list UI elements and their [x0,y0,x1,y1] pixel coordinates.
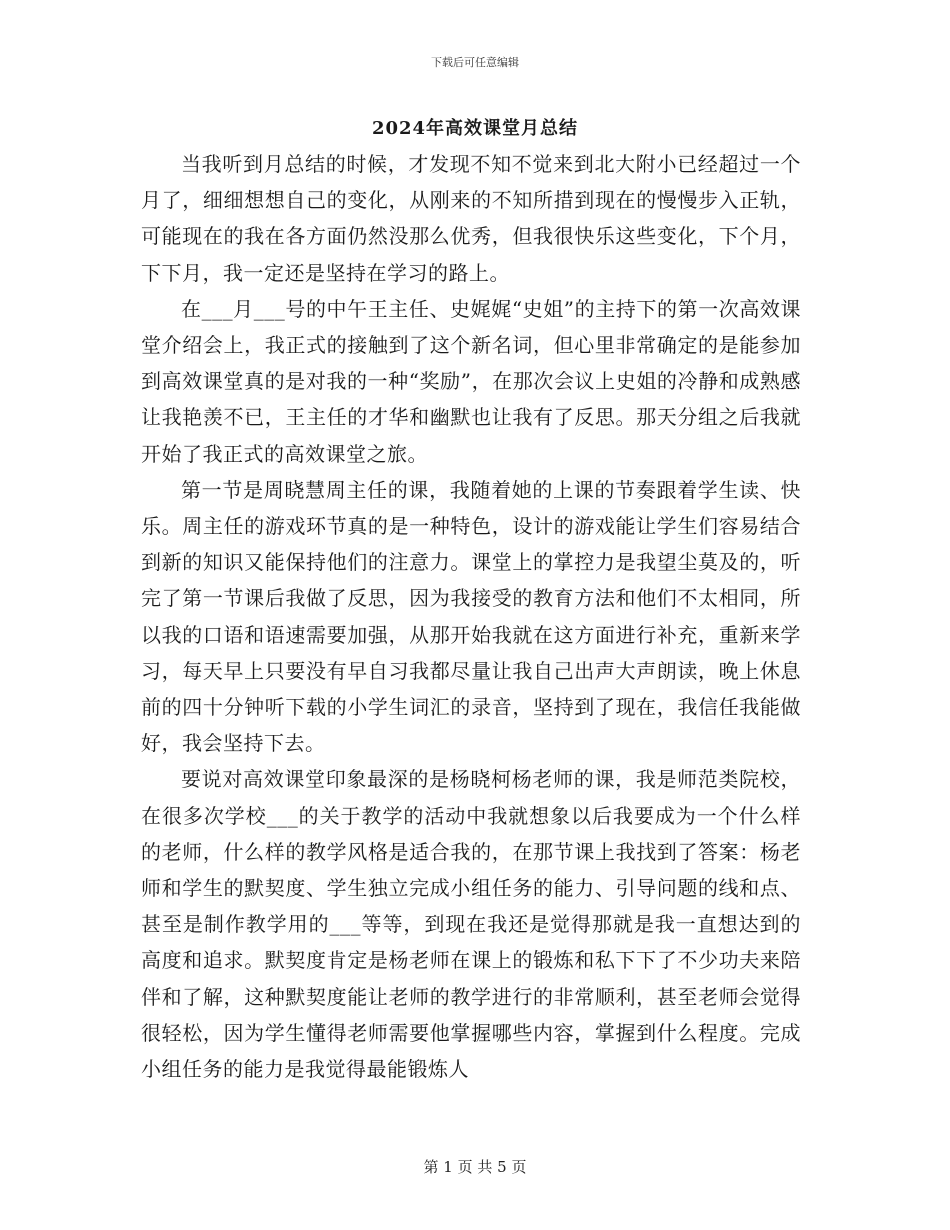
header-note: 下载后可任意编辑 [431,56,519,69]
paragraph: 当我听到月总结的时候，才发现不知不觉来到北大附小已经超过一个月了，细细想想自己的变化，从刚来的不知所措到现在的慢慢步入正轨，可能现在的我在各方面仍然没那么优秀，但我很快乐这些变化，下个月，下下月，我一定还是坚持在学习的路上。 [141,152,801,285]
document-body [141,146,801,1087]
page-number: 第 1 页 共 5 页 [423,1158,527,1176]
paragraph: 在___月___号的中午王主任、史娓娓“史姐”的主持下的第一次高效课堂介绍会上，我正式的接触到了这个新名词，但心里非常确定的是能参加到高效课堂真的是对我的一种“奖励”，在那次会议上史姐的冷静和成熟感让我艳羡不已，王主任的才华和幽默也让我有了反思。那天分组之后我就开始了我正式的高效课堂之旅。 [141,296,801,466]
document-title: 2024年高效课堂月总结 [371,118,579,139]
paragraph: 要说对高效课堂印象最深的是杨晓柯杨老师的课，我是师范类院校，在很多次学校___的关于教学的活动中我就想象以后我要成为一个什么样的老师，什么样的教学风格是适合我的，在那节课上我找到了答案：杨老师和学生的默契度、学生独立完成小组任务的能力、引导问题的线和点、甚至是制作教学用的___等等，到现在我还是觉得那就是我一直想达到的高度和追求。默契度肯定是杨老师在课上的锻炼和私下下了不少功夫来陪伴和了解，这种默契度能让老师的教学进行的非常顺利，甚至老师会觉得很轻松，因为学生懂得老师需要他掌握哪些内容，掌握到什么程度。完成小组任务的能力是我觉得最能锻炼人 [141,767,801,1082]
paragraph: 第一节是周晓慧周主任的课，我随着她的上课的节奏跟着学生读、快乐。周主任的游戏环节真的是一种特色，设计的游戏能让学生们容易结合到新的知识又能保持他们的注意力。课堂上的掌控力是我望尘莫及的，听完了第一节课后我做了反思，因为我接受的教育方法和他们不太相同，所以我的口语和语速需要加强，从那开始我就在这方面进行补充，重新来学习，每天早上只要没有早自习我都尽量让我自己出声大声朗读，晚上休息前的四十分钟听下载的小学生词汇的录音，坚持到了现在，我信任我能做好，我会坚持下去。 [141,477,801,756]
